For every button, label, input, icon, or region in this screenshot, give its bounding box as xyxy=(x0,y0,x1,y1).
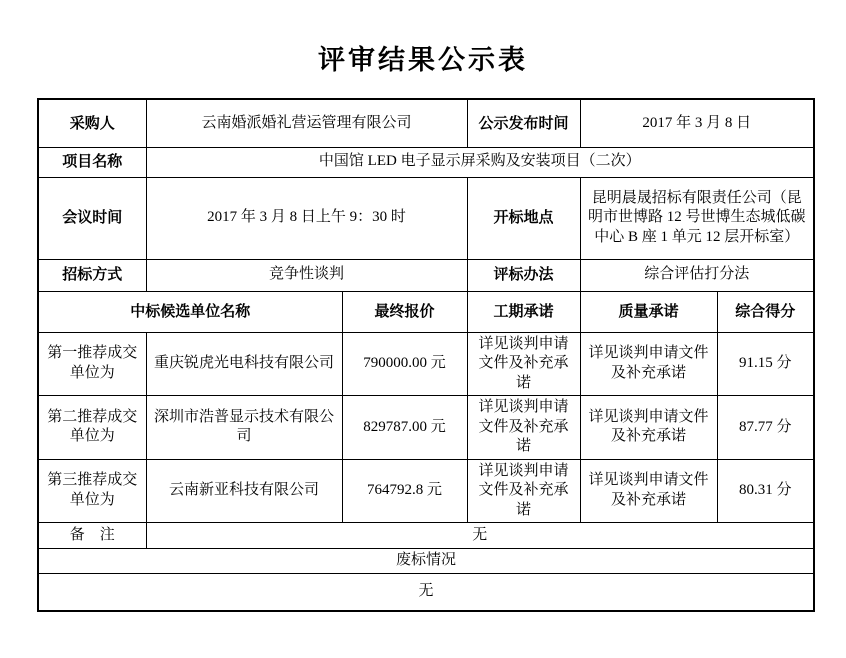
table-row xyxy=(38,259,814,291)
quality-commitment: 详见谈判申请文件及补充承诺 xyxy=(580,459,717,523)
project-name-value: 中国馆 LED 电子显示屏采购及安装项目（二次） xyxy=(146,147,814,177)
meeting-time-value: 2017 年 3 月 8 日上午 9：30 时 xyxy=(146,177,467,259)
rank-label: 第一推荐成交单位为 xyxy=(38,332,146,396)
bidding-method-label: 招标方式 xyxy=(38,259,146,291)
quality-commitment: 详见谈判申请文件及补充承诺 xyxy=(580,396,717,460)
schedule-commitment: 详见谈判申请文件及补充承诺 xyxy=(467,459,580,523)
company-name: 深圳市浩普显示技术有限公司 xyxy=(146,396,342,460)
header-candidate-name: 中标候选单位名称 xyxy=(38,291,342,332)
final-price: 764792.8 元 xyxy=(342,459,467,523)
publish-time-label: 公示发布时间 xyxy=(467,99,580,147)
evaluation-results-table xyxy=(37,98,815,612)
remarks-label: 备 注 xyxy=(38,523,146,549)
schedule-commitment: 详见谈判申请文件及补充承诺 xyxy=(467,332,580,396)
purchaser-label: 采购人 xyxy=(38,99,146,147)
invalid-bid-header-row xyxy=(38,549,814,574)
table-row xyxy=(38,147,814,177)
table-row xyxy=(38,177,814,259)
header-final-price: 最终报价 xyxy=(342,291,467,332)
purchaser-value: 云南婚派婚礼营运管理有限公司 xyxy=(146,99,467,147)
remarks-row xyxy=(38,523,814,549)
overall-score: 80.31 分 xyxy=(717,459,814,523)
invalid-bid-label: 废标情况 xyxy=(38,549,814,574)
evaluation-method-value: 综合评估打分法 xyxy=(580,259,814,291)
invalid-bid-value: 无 xyxy=(38,574,814,611)
bid-opening-location-value: 昆明晨晟招标有限责任公司（昆明市世博路 12 号世博生态城低碳中心 B 座 1 单元 12 层开标室） xyxy=(580,177,814,259)
quality-commitment: 详见谈判申请文件及补充承诺 xyxy=(580,332,717,396)
schedule-commitment: 详见谈判申请文件及补充承诺 xyxy=(467,396,580,460)
page-title: 评审结果公示表 xyxy=(318,45,528,75)
publish-time-value: 2017 年 3 月 8 日 xyxy=(580,99,814,147)
final-price: 829787.00 元 xyxy=(342,396,467,460)
final-price: 790000.00 元 xyxy=(342,332,467,396)
company-name: 云南新亚科技有限公司 xyxy=(146,459,342,523)
results-header-row xyxy=(38,291,814,332)
evaluation-method-label: 评标办法 xyxy=(467,259,580,291)
overall-score: 87.77 分 xyxy=(717,396,814,460)
company-name: 重庆锐虎光电科技有限公司 xyxy=(146,332,342,396)
meeting-time-label: 会议时间 xyxy=(38,177,146,259)
bid-opening-location-label: 开标地点 xyxy=(467,177,580,259)
remarks-value: 无 xyxy=(146,523,814,549)
bidding-method-value: 竞争性谈判 xyxy=(146,259,467,291)
invalid-bid-value-row xyxy=(38,574,814,611)
header-quality-commitment: 质量承诺 xyxy=(580,291,717,332)
header-overall-score: 综合得分 xyxy=(717,291,814,332)
table-row xyxy=(38,99,814,147)
rank-label: 第二推荐成交单位为 xyxy=(38,396,146,460)
table-row xyxy=(38,332,814,396)
table-row xyxy=(38,396,814,460)
overall-score: 91.15 分 xyxy=(717,332,814,396)
header-schedule-commitment: 工期承诺 xyxy=(467,291,580,332)
project-name-label: 项目名称 xyxy=(38,147,146,177)
rank-label: 第三推荐成交单位为 xyxy=(38,459,146,523)
table-row xyxy=(38,459,814,523)
